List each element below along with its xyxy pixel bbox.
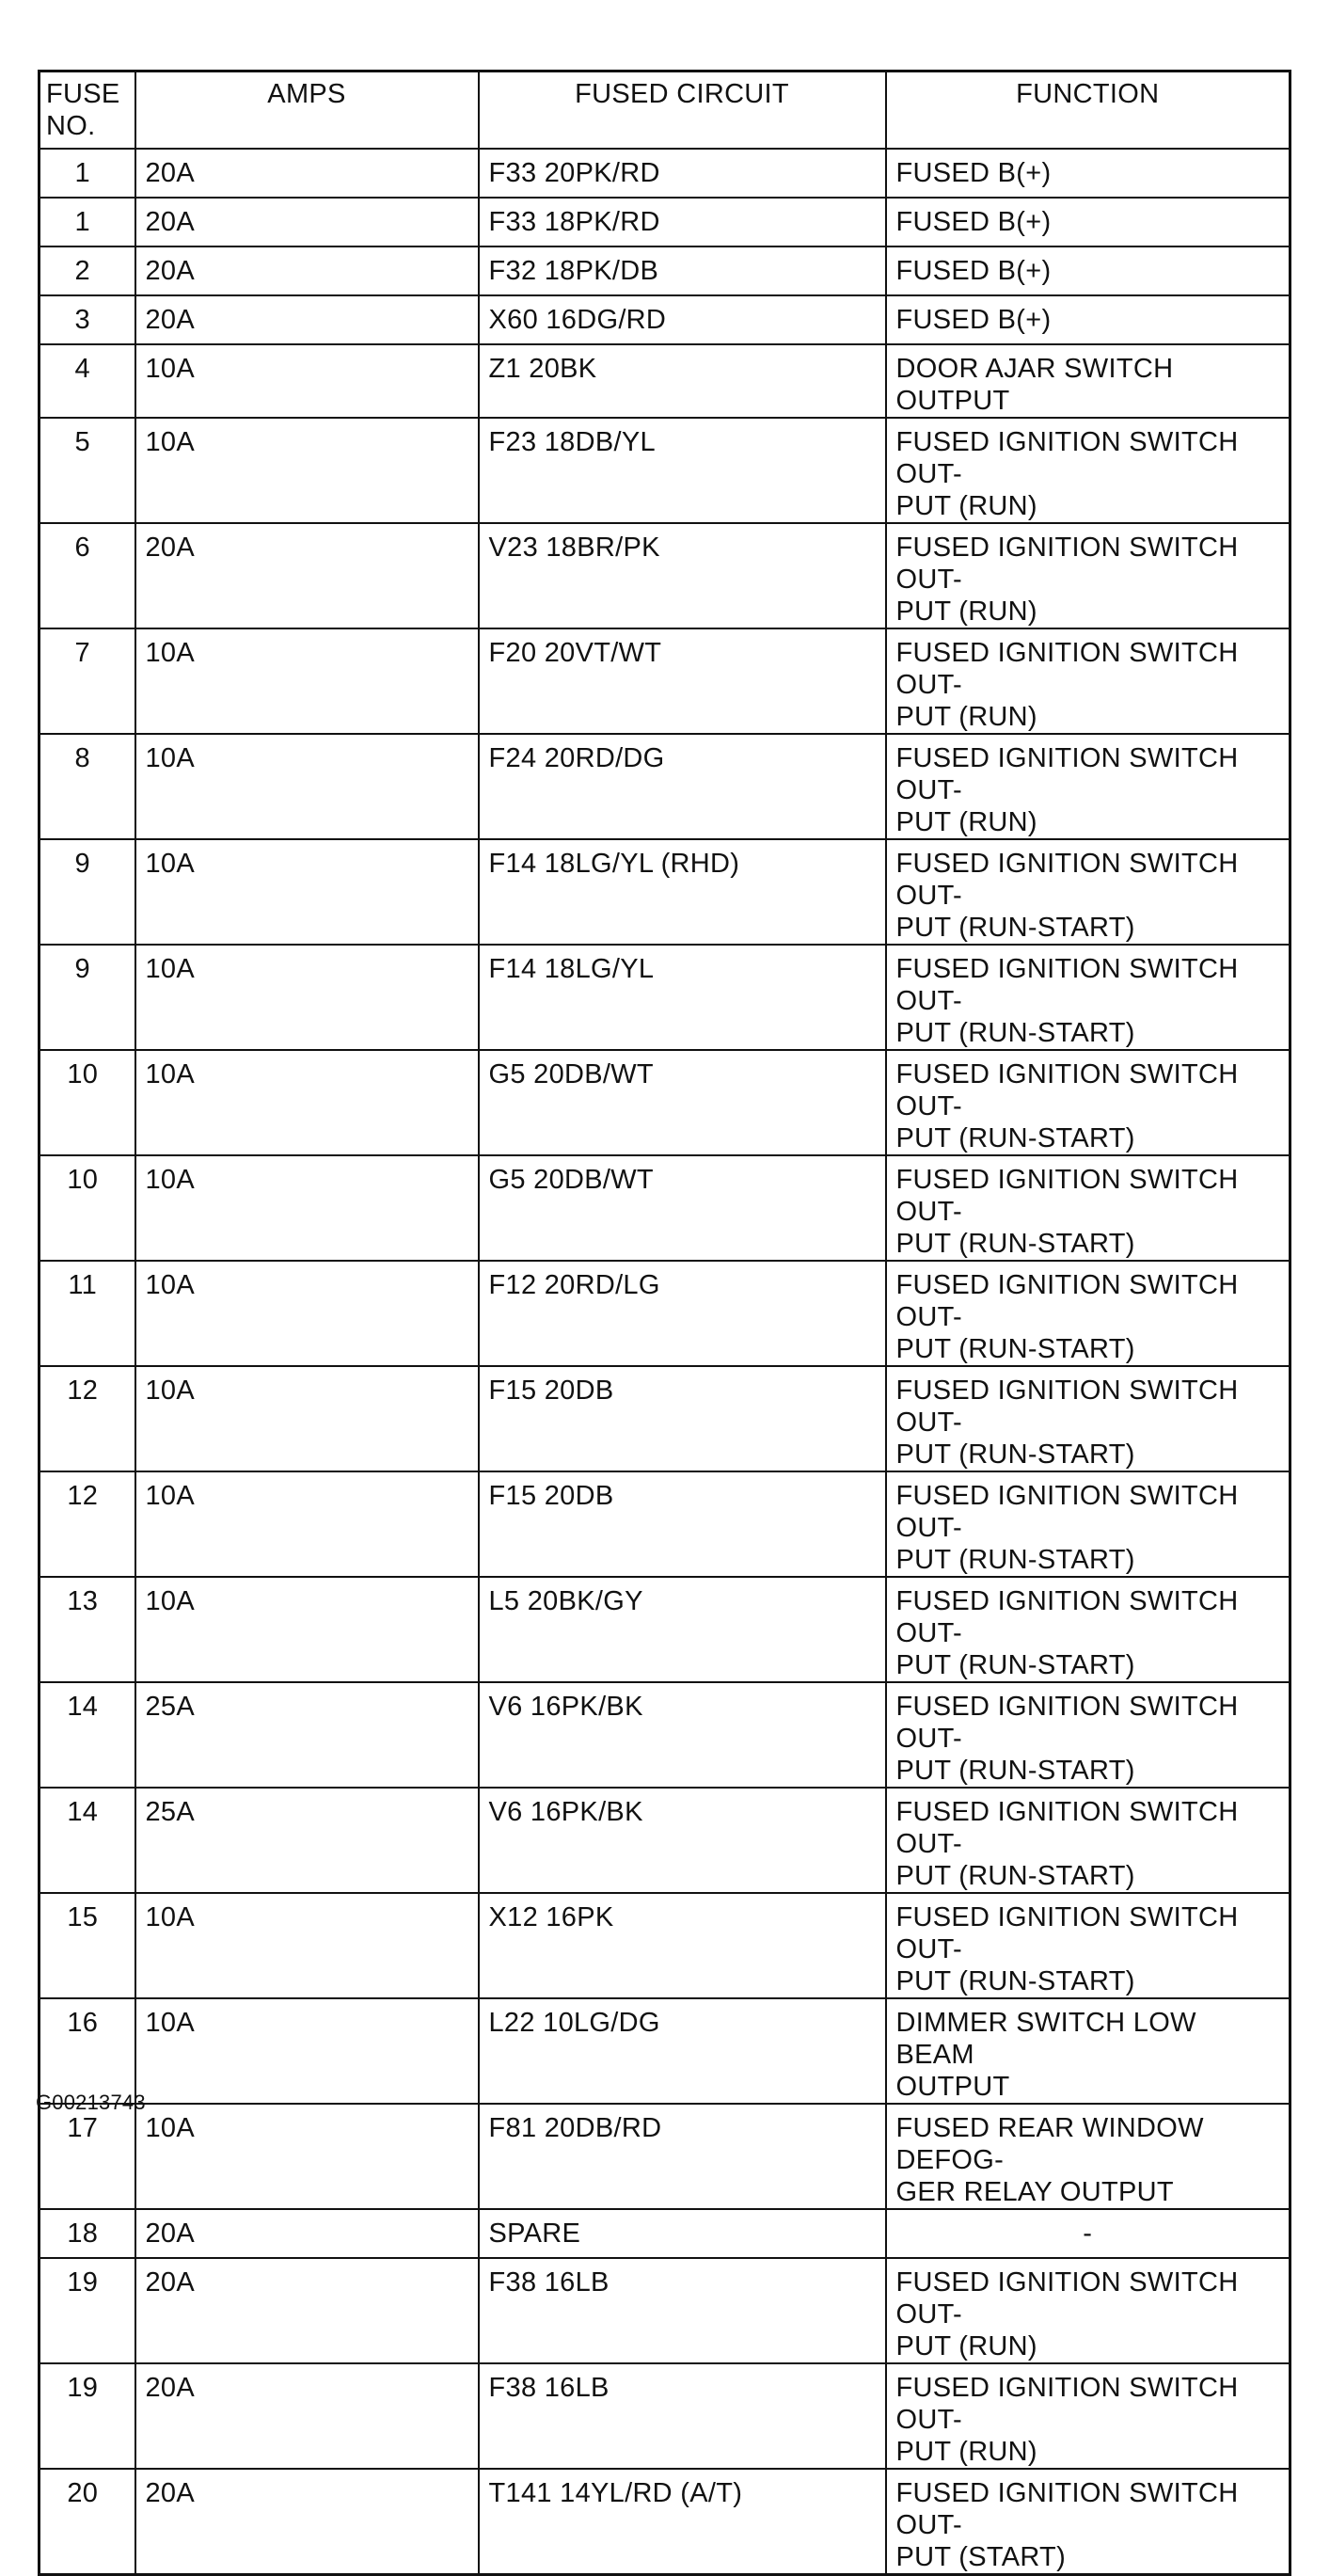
circuit-cell: F15 20DB — [479, 1366, 886, 1471]
circuit-cell: F33 20PK/RD — [479, 149, 886, 198]
table-row — [40, 246, 1290, 295]
circuit-cell: F81 20DB/RD — [479, 2104, 886, 2209]
function-line-2: PUT (RUN) — [895, 2330, 1037, 2361]
function-cell: FUSED B(+) — [886, 246, 1290, 295]
function-line-2: PUT (RUN-START) — [895, 1544, 1135, 1575]
amps-cell: 10A — [135, 1998, 479, 2104]
function-line-2: GER RELAY OUTPUT — [895, 2176, 1174, 2207]
function-cell — [886, 1682, 1290, 1788]
table-row — [40, 418, 1290, 523]
fuse-no-cell: 19 — [40, 2258, 135, 2363]
fuse-no-cell: 12 — [40, 1471, 135, 1577]
function-line-1: DIMMER SWITCH LOW BEAM — [895, 2007, 1196, 2070]
table-row — [40, 1998, 1290, 2104]
amps-cell: 10A — [135, 418, 479, 523]
amps-cell: 20A — [135, 2469, 479, 2575]
fuse-no-cell: 18 — [40, 2209, 135, 2258]
table-row — [40, 2104, 1290, 2209]
header-fuse-no-line1: FUSE — [46, 79, 120, 109]
circuit-cell: F33 18PK/RD — [479, 198, 886, 246]
fuse-no-cell: 19 — [40, 2363, 135, 2469]
function-line-2: PUT (RUN) — [895, 490, 1037, 521]
function-line-1: FUSED IGNITION SWITCH OUT- — [895, 1901, 1239, 1964]
circuit-cell: V23 18BR/PK — [479, 523, 886, 628]
function-cell — [886, 1471, 1290, 1577]
function-cell — [886, 418, 1290, 523]
header-fused-circuit: FUSED CIRCUIT — [479, 72, 886, 149]
amps-cell: 20A — [135, 2363, 479, 2469]
circuit-cell: F32 18PK/DB — [479, 246, 886, 295]
amps-cell: 10A — [135, 1366, 479, 1471]
fuse-no-cell: 17 — [40, 2104, 135, 2209]
table-row — [40, 1682, 1290, 1788]
function-cell — [886, 1577, 1290, 1682]
function-cell: FUSED B(+) — [886, 295, 1290, 344]
table-row — [40, 1577, 1290, 1682]
header-fuse-no — [40, 72, 135, 149]
function-line-1: FUSED IGNITION SWITCH OUT- — [895, 1058, 1239, 1121]
circuit-cell: F12 20RD/LG — [479, 1261, 886, 1366]
function-cell — [886, 1155, 1290, 1261]
amps-cell: 10A — [135, 1261, 479, 1366]
circuit-cell: G5 20DB/WT — [479, 1050, 886, 1155]
table-row — [40, 2469, 1290, 2575]
function-line-1: FUSED IGNITION SWITCH OUT- — [895, 1375, 1239, 1438]
table-row — [40, 1471, 1290, 1577]
amps-cell: 20A — [135, 2209, 479, 2258]
function-line-2: PUT (RUN-START) — [895, 1649, 1135, 1680]
circuit-cell: F15 20DB — [479, 1471, 886, 1577]
function-line-1: FUSED REAR WINDOW DEFOG- — [895, 2112, 1204, 2175]
function-line-1: FUSED IGNITION SWITCH OUT- — [895, 532, 1239, 595]
table-row — [40, 945, 1290, 1050]
function-cell — [886, 1366, 1290, 1471]
amps-cell: 10A — [135, 839, 479, 945]
function-cell: FUSED B(+) — [886, 149, 1290, 198]
header-fuse-no-line2: NO. — [46, 111, 96, 141]
amps-cell: 10A — [135, 1893, 479, 1998]
circuit-cell: L22 10LG/DG — [479, 1998, 886, 2104]
function-line-1: FUSED IGNITION SWITCH OUT- — [895, 953, 1239, 1016]
function-cell — [886, 1788, 1290, 1893]
circuit-cell: SPARE — [479, 2209, 886, 2258]
function-line-2: PUT (RUN-START) — [895, 1860, 1135, 1891]
amps-cell: 20A — [135, 2258, 479, 2363]
table-row — [40, 344, 1290, 418]
table-row — [40, 198, 1290, 246]
function-line-2: PUT (RUN) — [895, 2436, 1037, 2467]
figure-id-caption: G00213743 — [36, 2091, 146, 2114]
circuit-cell: F38 16LB — [479, 2258, 886, 2363]
function-line-1: FUSED IGNITION SWITCH OUT- — [895, 1164, 1239, 1227]
table-row — [40, 295, 1290, 344]
header-function: FUNCTION — [886, 72, 1290, 149]
amps-cell: 20A — [135, 149, 479, 198]
header-amps: AMPS — [135, 72, 479, 149]
fuse-no-cell: 2 — [40, 246, 135, 295]
function-cell — [886, 628, 1290, 734]
circuit-cell: T141 14YL/RD (A/T) — [479, 2469, 886, 2575]
table-row — [40, 839, 1290, 945]
function-line-1: FUSED IGNITION SWITCH OUT- — [895, 1691, 1239, 1754]
function-line-2: PUT (RUN-START) — [895, 1122, 1135, 1153]
fuse-no-cell: 20 — [40, 2469, 135, 2575]
circuit-cell: F24 20RD/DG — [479, 734, 886, 839]
function-cell — [886, 734, 1290, 839]
amps-cell: 10A — [135, 628, 479, 734]
function-line-1: FUSED IGNITION SWITCH OUT- — [895, 1796, 1239, 1859]
function-line-1: FUSED IGNITION SWITCH OUT- — [895, 426, 1239, 489]
circuit-cell: G5 20DB/WT — [479, 1155, 886, 1261]
function-cell: DOOR AJAR SWITCH OUTPUT — [886, 344, 1290, 418]
function-line-2: PUT (START) — [895, 2541, 1067, 2572]
function-cell — [886, 1050, 1290, 1155]
function-line-2: PUT (RUN-START) — [895, 1755, 1135, 1786]
table-row — [40, 734, 1290, 839]
fuse-no-cell: 16 — [40, 1998, 135, 2104]
amps-cell: 25A — [135, 1788, 479, 1893]
function-cell — [886, 1261, 1290, 1366]
function-cell — [886, 2258, 1290, 2363]
circuit-cell: F20 20VT/WT — [479, 628, 886, 734]
circuit-cell: V6 16PK/BK — [479, 1788, 886, 1893]
function-cell — [886, 2469, 1290, 2575]
amps-cell: 10A — [135, 2104, 479, 2209]
function-cell — [886, 2363, 1290, 2469]
table-row — [40, 149, 1290, 198]
function-cell — [886, 2104, 1290, 2209]
function-cell — [886, 523, 1290, 628]
header-row — [40, 72, 1290, 149]
table-row — [40, 628, 1290, 734]
circuit-cell: V6 16PK/BK — [479, 1682, 886, 1788]
circuit-cell: F38 16LB — [479, 2363, 886, 2469]
function-cell — [886, 839, 1290, 945]
function-line-1: FUSED IGNITION SWITCH OUT- — [895, 637, 1239, 700]
function-cell — [886, 1893, 1290, 1998]
function-line-1: FUSED IGNITION SWITCH OUT- — [895, 1585, 1239, 1648]
fuse-no-cell: 14 — [40, 1788, 135, 1893]
fuse-no-cell: 14 — [40, 1682, 135, 1788]
function-line-1: FUSED IGNITION SWITCH OUT- — [895, 1269, 1239, 1332]
circuit-cell: X12 16PK — [479, 1893, 886, 1998]
function-line-2: OUTPUT — [895, 2071, 1010, 2102]
amps-cell: 10A — [135, 344, 479, 418]
fuse-no-cell: 8 — [40, 734, 135, 839]
circuit-cell: F23 18DB/YL — [479, 418, 886, 523]
circuit-cell: F14 18LG/YL (RHD) — [479, 839, 886, 945]
function-line-2: PUT (RUN-START) — [895, 1333, 1135, 1364]
function-cell — [886, 1998, 1290, 2104]
function-line-1: FUSED IGNITION SWITCH OUT- — [895, 848, 1239, 911]
fuse-no-cell: 9 — [40, 945, 135, 1050]
function-line-2: PUT (RUN-START) — [895, 912, 1135, 943]
fuse-no-cell: 9 — [40, 839, 135, 945]
fuse-no-cell: 5 — [40, 418, 135, 523]
table-row — [40, 1893, 1290, 1998]
table-row — [40, 523, 1290, 628]
amps-cell: 20A — [135, 295, 479, 344]
table-row — [40, 1366, 1290, 1471]
amps-cell: 25A — [135, 1682, 479, 1788]
function-cell: FUSED B(+) — [886, 198, 1290, 246]
function-line-2: PUT (RUN) — [895, 806, 1037, 837]
table-row — [40, 1050, 1290, 1155]
function-cell: - — [886, 2209, 1290, 2258]
fuse-no-cell: 7 — [40, 628, 135, 734]
amps-cell: 10A — [135, 1155, 479, 1261]
function-line-1: FUSED IGNITION SWITCH OUT- — [895, 2266, 1239, 2330]
function-line-1: FUSED IGNITION SWITCH OUT- — [895, 2477, 1239, 2540]
amps-cell: 10A — [135, 1471, 479, 1577]
function-cell — [886, 945, 1290, 1050]
amps-cell: 10A — [135, 734, 479, 839]
function-line-1: FUSED IGNITION SWITCH OUT- — [895, 1480, 1239, 1543]
table-row — [40, 2363, 1290, 2469]
function-line-2: PUT (RUN-START) — [895, 1228, 1135, 1259]
table-row — [40, 1788, 1290, 1893]
fuse-no-cell: 10 — [40, 1155, 135, 1261]
circuit-cell: F14 18LG/YL — [479, 945, 886, 1050]
amps-cell: 10A — [135, 1577, 479, 1682]
fuse-no-cell: 6 — [40, 523, 135, 628]
amps-cell: 20A — [135, 246, 479, 295]
circuit-cell: Z1 20BK — [479, 344, 886, 418]
fuse-table — [38, 70, 1291, 2576]
circuit-cell: L5 20BK/GY — [479, 1577, 886, 1682]
amps-cell: 20A — [135, 198, 479, 246]
fuse-no-cell: 11 — [40, 1261, 135, 1366]
fuse-no-cell: 4 — [40, 344, 135, 418]
function-line-2: PUT (RUN-START) — [895, 1439, 1135, 1470]
amps-cell: 20A — [135, 523, 479, 628]
fuse-no-cell: 10 — [40, 1050, 135, 1155]
amps-cell: 10A — [135, 945, 479, 1050]
function-line-1: FUSED IGNITION SWITCH OUT- — [895, 2372, 1239, 2435]
fuse-no-cell: 1 — [40, 149, 135, 198]
circuit-cell: X60 16DG/RD — [479, 295, 886, 344]
fuse-no-cell: 15 — [40, 1893, 135, 1998]
fuse-no-cell: 1 — [40, 198, 135, 246]
amps-cell: 10A — [135, 1050, 479, 1155]
function-line-2: PUT (RUN-START) — [895, 1965, 1135, 1996]
table-row — [40, 1155, 1290, 1261]
table-row — [40, 1261, 1290, 1366]
function-line-2: PUT (RUN) — [895, 596, 1037, 627]
fuse-no-cell: 3 — [40, 295, 135, 344]
function-line-2: PUT (RUN) — [895, 701, 1037, 732]
fuse-no-cell: 13 — [40, 1577, 135, 1682]
table-row — [40, 2209, 1290, 2258]
function-line-1: FUSED IGNITION SWITCH OUT- — [895, 742, 1239, 805]
fuse-no-cell: 12 — [40, 1366, 135, 1471]
function-line-2: PUT (RUN-START) — [895, 1017, 1135, 1048]
table-row — [40, 2258, 1290, 2363]
